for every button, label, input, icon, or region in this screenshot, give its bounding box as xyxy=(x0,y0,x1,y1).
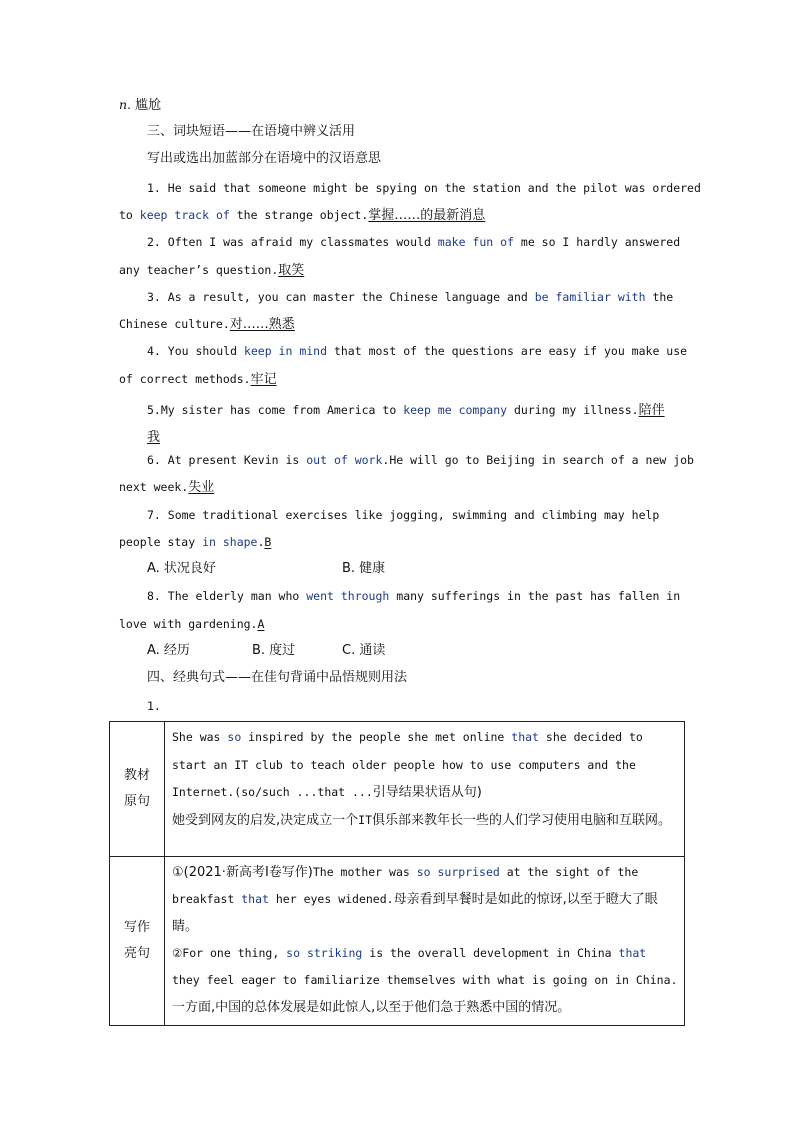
table-row xyxy=(110,722,685,857)
blue-phrase: in shape xyxy=(202,535,258,549)
item-4-line-a: 4. You should keep in mind that most of the questions are easy if you make use xyxy=(147,344,688,358)
blue-phrase: keep track of xyxy=(139,208,230,222)
writing-sentence-1: ①(2021·新高考Ⅰ卷写作)The mother was so surprised at the sight of the breakfast that her eyes widened.母亲看到早餐时是如此的惊讶,以至于瞪大了眼睛。 xyxy=(172,865,658,934)
writing-sentence-2: ②For one thing, so striking is the overall development in China that they feel eager to familiarize themselves with what is going on in China.一方面,中国的总体发展是如此惊人,以至于他们急于熟悉中国的情况。 xyxy=(172,946,678,1015)
item-8-option-b: B. 度过 xyxy=(252,643,296,658)
item-4-line-b: of correct methods.牢记 xyxy=(119,372,277,387)
item-2-line-a: 2. Often I was afraid my classmates would make fun of me so I hardly answered xyxy=(147,235,681,249)
blue-phrase: went through xyxy=(306,589,390,603)
item-8-line-b: love with gardening.A xyxy=(119,617,265,631)
blue-phrase: make fun of xyxy=(437,235,514,249)
textbook-translation: 她受到网友的启发,决定成立一个IT俱乐部来教年长一些的人们学习使用电脑和互联网。 xyxy=(172,812,672,828)
answer: A xyxy=(257,617,265,631)
answer: 对……熟悉 xyxy=(229,317,295,332)
item-6-line-b: next week.失业 xyxy=(119,480,215,495)
answer: B xyxy=(264,535,272,549)
item-3-line-b: Chinese culture.对……熟悉 xyxy=(119,317,295,332)
writing-sentences-cell xyxy=(165,857,685,1026)
answer: 陪伴我 xyxy=(147,403,665,445)
answer: 牢记 xyxy=(250,372,277,387)
textbook-sentence-cell xyxy=(165,722,685,857)
item-8-option-a: A. 经历 xyxy=(147,643,190,658)
answer: 失业 xyxy=(188,480,215,495)
section4-heading: 四、经典句式——在佳句背诵中品悟规则用法 xyxy=(147,670,408,685)
section3-heading: 三、词块短语——在语境中辨义活用 xyxy=(147,124,356,139)
item-8-option-c: C. 通读 xyxy=(342,643,386,658)
item-7-option-a: A. 状况良好 xyxy=(147,561,216,576)
item-7-option-b: B. 健康 xyxy=(342,561,386,576)
table-row xyxy=(110,857,685,1026)
row-label-textbook: 教材 原句 xyxy=(110,722,165,857)
vocab-meaning: 尴尬 xyxy=(135,98,162,113)
blue-phrase: keep in mind xyxy=(243,344,328,358)
sentence-table xyxy=(109,721,685,1026)
blue-phrase: out of work xyxy=(306,453,383,467)
item-8-line-a: 8. The elderly man who went through many sufferings in the past has fallen in xyxy=(147,589,681,603)
answer: 掌握……的最新消息 xyxy=(368,208,486,223)
item-7-line-b: people stay in shape.B xyxy=(119,535,272,549)
item-2-line-b: any teacher’s question.取笑 xyxy=(119,263,305,278)
item-3-line-a: 3. As a result, you can master the Chinese language and be familiar with the xyxy=(147,290,674,304)
item-1-line-b: to keep track of the strange object.掌握……的最新消息 xyxy=(119,208,486,223)
section3-instruction: 写出或选出加蓝部分在语境中的汉语意思 xyxy=(147,151,382,166)
section4-number: 1. xyxy=(147,699,161,713)
item-7-line-a: 7. Some traditional exercises like jogging, swimming and climbing may help xyxy=(147,508,660,522)
row-label-writing: 写作 亮句 xyxy=(110,857,165,1026)
item-1-line-a: 1. He said that someone might be spying on the station and the pilot was ordered xyxy=(147,181,701,195)
part-of-speech: n. xyxy=(119,97,132,112)
item-5-text: 5.My sister has come from America to keep me company during my illness.陪伴我 xyxy=(147,403,665,445)
blue-phrase: be familiar with xyxy=(534,290,646,304)
item-6-line-a: 6. At present Kevin is out of work.He will go to Beijing in search of a new job xyxy=(147,453,694,467)
blue-phrase: keep me company xyxy=(403,403,508,417)
vocab-meaning-line xyxy=(119,96,161,115)
textbook-sentence: She was so inspired by the people she met online that she decided to start an IT club to teach older people how to use computers and the Internet.(so/such ...that ...引导结果状语从句) xyxy=(172,730,643,800)
answer: 取笑 xyxy=(278,263,305,278)
